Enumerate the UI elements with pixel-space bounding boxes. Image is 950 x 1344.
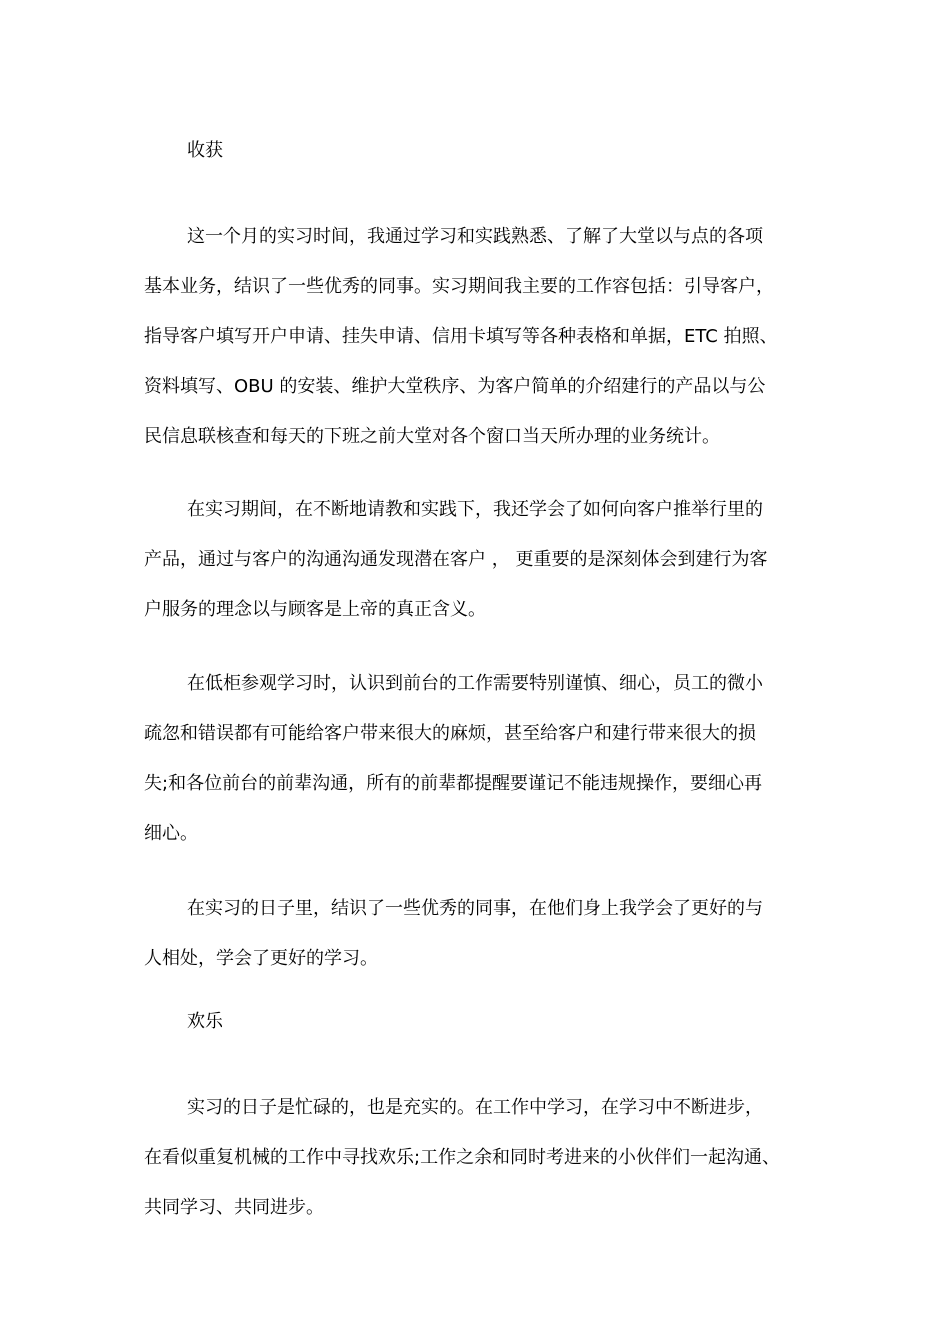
paragraph-line: 民信息联核查和每天的下班之前大堂对各个窗口当天所办理的业务统计。 xyxy=(144,426,720,447)
paragraph-line: 人相处，学会了更好的学习。 xyxy=(144,948,378,969)
paragraph-line: 共同学习、共同进步。 xyxy=(144,1197,324,1218)
paragraph-line: 实习的日子是忙碌的，也是充实的。在工作中学习，在学习中不断进步， xyxy=(187,1097,763,1118)
paragraph-line: 在低柜参观学习时，认识到前台的工作需要特别谨慎、细心，员工的微小 xyxy=(187,673,763,694)
paragraph-line: 细心。 xyxy=(144,823,198,844)
paragraph-line: 户服务的理念以与顾客是上帝的真正含义。 xyxy=(144,599,486,620)
heading-text: 欢乐 xyxy=(187,1011,223,1032)
paragraph-1 xyxy=(144,212,812,462)
paragraph-line: 失;和各位前台的前辈沟通，所有的前辈都提醒要谨记不能违规操作，要细心再 xyxy=(144,773,763,794)
section-heading-harvest xyxy=(144,138,812,163)
paragraph-2 xyxy=(144,485,812,635)
paragraph-line: 在看似重复机械的工作中寻找欢乐;工作之余和同时考进来的小伙伴们一起沟通、 xyxy=(144,1147,781,1168)
paragraph-line: 在实习的日子里，结识了一些优秀的同事，在他们身上我学会了更好的与 xyxy=(187,898,763,919)
paragraph-3 xyxy=(144,659,812,859)
heading-text: 收获 xyxy=(187,140,223,161)
paragraph-line: 在实习期间，在不断地请教和实践下，我还学会了如何向客户推举行里的 xyxy=(187,499,763,520)
paragraph-line: 疏忽和错误都有可能给客户带来很大的麻烦，甚至给客户和建行带来很大的损 xyxy=(144,723,756,744)
paragraph-5 xyxy=(144,1083,812,1233)
paragraph-line: 这一个月的实习时间，我通过学习和实践熟悉、了解了大堂以与点的各项 xyxy=(187,226,763,247)
paragraph-line: 资料填写、OBU 的安装、维护大堂秩序、为客户简单的介绍建行的产品以与公 xyxy=(144,376,766,397)
paragraph-line: 指导客户填写开户申请、挂失申请、信用卡填写等各种表格和单据，ETC 拍照、 xyxy=(144,326,778,347)
paragraph-4 xyxy=(144,884,812,984)
paragraph-line: 产品，通过与客户的沟通沟通发现潜在客户 ， 更重要的是深刻体会到建行为客 xyxy=(144,549,768,570)
section-heading-joy xyxy=(144,1009,812,1034)
paragraph-line: 基本业务，结识了一些优秀的同事。实习期间我主要的工作容包括：引导客户， xyxy=(144,276,774,297)
